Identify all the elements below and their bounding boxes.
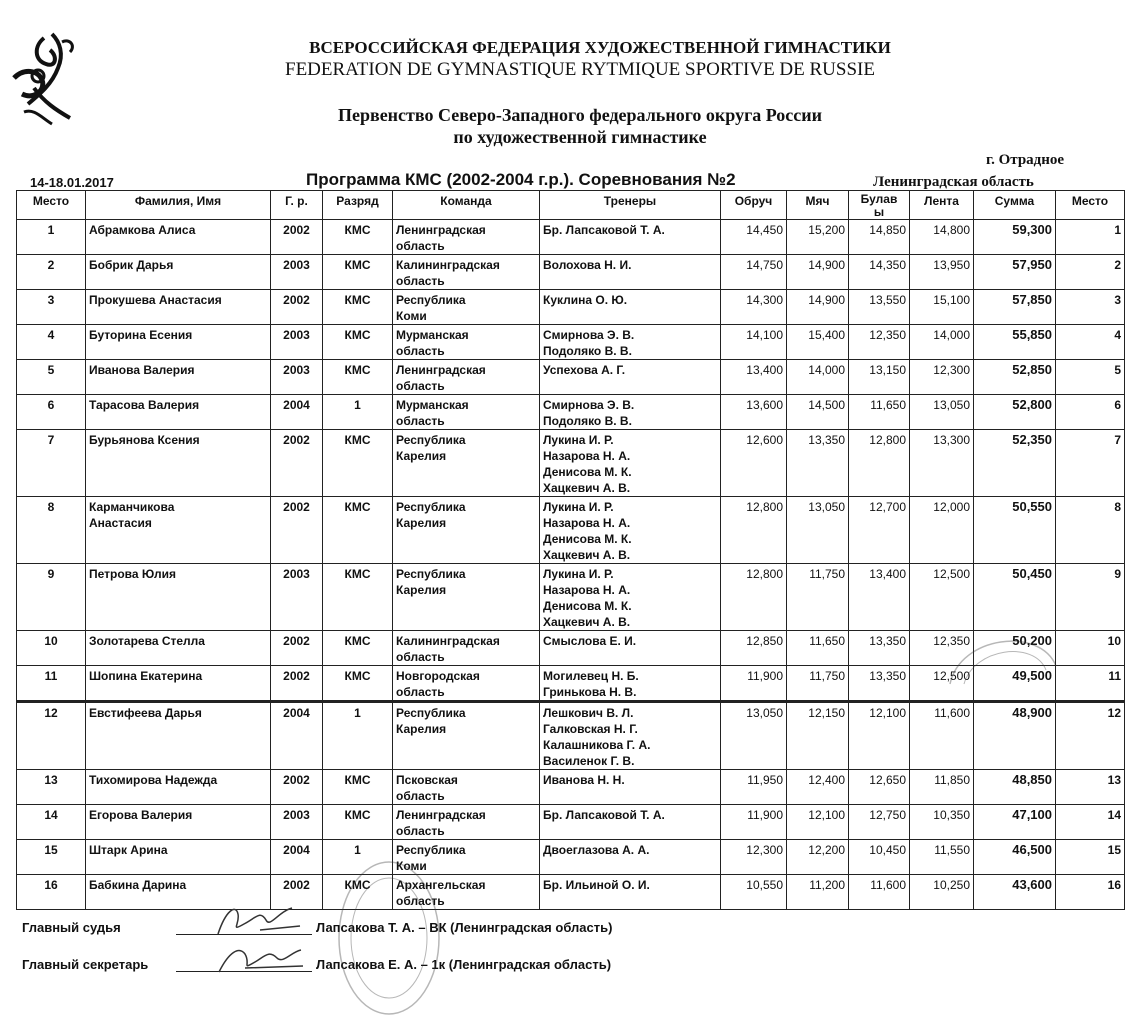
- name-cell: Штарк Арина: [86, 840, 271, 875]
- name-cell: Абрамкова Алиса: [86, 220, 271, 255]
- place-cell: 10: [17, 631, 86, 666]
- team-cell: Новгородская область: [393, 666, 540, 702]
- final-place-cell: 5: [1056, 360, 1125, 395]
- rank-cell: КМС: [323, 564, 393, 631]
- hoop-score-cell: 13,600: [721, 395, 787, 430]
- coaches-cell: Двоеглазова А. А.: [540, 840, 721, 875]
- competition-subtitle: по художественной гимнастике: [453, 127, 707, 147]
- table-row: [17, 290, 1125, 325]
- ball-score-cell: 11,650: [787, 631, 849, 666]
- table-row: [17, 770, 1125, 805]
- total-score-cell: 57,950: [974, 255, 1056, 290]
- name-cell: Евстифеева Дарья: [86, 702, 271, 770]
- team-cell: Ленинградская область: [393, 220, 540, 255]
- hoop-score-cell: 14,100: [721, 325, 787, 360]
- total-score-cell: 48,850: [974, 770, 1056, 805]
- final-place-cell: 13: [1056, 770, 1125, 805]
- final-place-cell: 7: [1056, 430, 1125, 497]
- federation-logo-icon: [4, 28, 80, 128]
- table-row: [17, 430, 1125, 497]
- clubs-score-cell: 11,650: [849, 395, 910, 430]
- place-cell: 4: [17, 325, 86, 360]
- place-cell: 9: [17, 564, 86, 631]
- clubs-score-cell: 12,350: [849, 325, 910, 360]
- ribbon-score-cell: 12,500: [910, 564, 974, 631]
- ribbon-score-cell: 10,350: [910, 805, 974, 840]
- name-cell: Карманчикова Анастасия: [86, 497, 271, 564]
- total-score-cell: 43,600: [974, 875, 1056, 910]
- rank-cell: КМС: [323, 220, 393, 255]
- table-row: [17, 564, 1125, 631]
- team-cell: Калининградская область: [393, 255, 540, 290]
- organization-stamp-icon: [334, 856, 444, 1021]
- final-place-cell: 11: [1056, 666, 1125, 702]
- final-place-cell: 2: [1056, 255, 1125, 290]
- final-place-cell: 10: [1056, 631, 1125, 666]
- hoop-score-cell: 12,600: [721, 430, 787, 497]
- col-header: Лента: [910, 191, 974, 220]
- total-score-cell: 57,850: [974, 290, 1056, 325]
- total-score-cell: 59,300: [974, 220, 1056, 255]
- table-row: [17, 497, 1125, 564]
- clubs-score-cell: 12,700: [849, 497, 910, 564]
- ball-score-cell: 14,900: [787, 290, 849, 325]
- rank-cell: 1: [323, 395, 393, 430]
- ball-score-cell: 11,750: [787, 666, 849, 702]
- rank-cell: КМС: [323, 770, 393, 805]
- place-cell: 14: [17, 805, 86, 840]
- ball-score-cell: 12,400: [787, 770, 849, 805]
- ball-score-cell: 14,000: [787, 360, 849, 395]
- rank-cell: КМС: [323, 875, 393, 910]
- clubs-score-cell: 11,600: [849, 875, 910, 910]
- table-row: [17, 220, 1125, 255]
- team-cell: Республика Коми: [393, 290, 540, 325]
- rank-cell: КМС: [323, 290, 393, 325]
- place-cell: 7: [17, 430, 86, 497]
- coaches-cell: Смыслова Е. И.: [540, 631, 721, 666]
- clubs-score-cell: 13,150: [849, 360, 910, 395]
- hoop-score-cell: 14,750: [721, 255, 787, 290]
- birth-year-cell: 2002: [271, 430, 323, 497]
- ribbon-score-cell: 12,300: [910, 360, 974, 395]
- hoop-score-cell: 13,400: [721, 360, 787, 395]
- table-row: [17, 840, 1125, 875]
- table-header-row: [17, 191, 1125, 220]
- rank-cell: КМС: [323, 325, 393, 360]
- total-score-cell: 52,350: [974, 430, 1056, 497]
- name-cell: Золотарева Стелла: [86, 631, 271, 666]
- hoop-score-cell: 12,850: [721, 631, 787, 666]
- ribbon-score-cell: 11,550: [910, 840, 974, 875]
- rank-cell: 1: [323, 702, 393, 770]
- coaches-cell: Куклина О. Ю.: [540, 290, 721, 325]
- total-score-cell: 52,800: [974, 395, 1056, 430]
- name-cell: Тихомирова Надежда: [86, 770, 271, 805]
- birth-year-cell: 2003: [271, 255, 323, 290]
- col-header: Место: [1056, 191, 1125, 220]
- final-place-cell: 4: [1056, 325, 1125, 360]
- total-score-cell: 50,550: [974, 497, 1056, 564]
- coaches-cell: Лукина И. Р. Назарова Н. А. Денисова М. К. Хацкевич А. В.: [540, 430, 721, 497]
- ribbon-score-cell: 10,250: [910, 875, 974, 910]
- hoop-score-cell: 14,300: [721, 290, 787, 325]
- federation-title-ru: ВСЕРОССИЙСКАЯ ФЕДЕРАЦИЯ ХУДОЖЕСТВЕННОЙ ГИМНАСТИКИ: [309, 38, 891, 57]
- judge-signature: [200, 900, 310, 940]
- ball-score-cell: 12,200: [787, 840, 849, 875]
- coaches-cell: Успехова А. Г.: [540, 360, 721, 395]
- coaches-cell: Лешкович В. Л. Галковская Н. Г. Калашникова Г. А. Василенок Г. В.: [540, 702, 721, 770]
- birth-year-cell: 2002: [271, 770, 323, 805]
- birth-year-cell: 2002: [271, 497, 323, 564]
- hoop-score-cell: 11,950: [721, 770, 787, 805]
- rank-cell: КМС: [323, 666, 393, 702]
- team-cell: Республика Карелия: [393, 430, 540, 497]
- name-cell: Бабкина Дарина: [86, 875, 271, 910]
- rank-cell: КМС: [323, 430, 393, 497]
- hoop-score-cell: 10,550: [721, 875, 787, 910]
- coaches-cell: Бр. Ильиной О. И.: [540, 875, 721, 910]
- table-row: [17, 395, 1125, 430]
- team-cell: Ленинградская область: [393, 360, 540, 395]
- total-score-cell: 50,450: [974, 564, 1056, 631]
- city: г. Отрадное: [986, 152, 1065, 168]
- place-cell: 5: [17, 360, 86, 395]
- rank-cell: КМС: [323, 805, 393, 840]
- rank-cell: КМС: [323, 631, 393, 666]
- coaches-cell: Бр. Лапсаковой Т. А.: [540, 220, 721, 255]
- team-cell: Калининградская область: [393, 631, 540, 666]
- birth-year-cell: 2002: [271, 631, 323, 666]
- name-cell: Егорова Валерия: [86, 805, 271, 840]
- ribbon-score-cell: 12,350: [910, 631, 974, 666]
- name-cell: Тарасова Валерия: [86, 395, 271, 430]
- clubs-score-cell: 13,350: [849, 666, 910, 702]
- place-cell: 2: [17, 255, 86, 290]
- final-place-cell: 15: [1056, 840, 1125, 875]
- col-header: Обруч: [721, 191, 787, 220]
- rank-cell: 1: [323, 840, 393, 875]
- ribbon-score-cell: 12,500: [910, 666, 974, 702]
- ball-score-cell: 15,400: [787, 325, 849, 360]
- clubs-score-cell: 12,650: [849, 770, 910, 805]
- clubs-score-cell: 14,350: [849, 255, 910, 290]
- total-score-cell: 55,850: [974, 325, 1056, 360]
- name-cell: Иванова Валерия: [86, 360, 271, 395]
- hoop-score-cell: 13,050: [721, 702, 787, 770]
- team-cell: Мурманская область: [393, 395, 540, 430]
- hoop-score-cell: 12,800: [721, 564, 787, 631]
- total-score-cell: 50,200: [974, 631, 1056, 666]
- ribbon-score-cell: 14,000: [910, 325, 974, 360]
- competition-title: Первенство Северо-Западного федерального округа России: [337, 105, 823, 125]
- results-table: [16, 190, 1125, 910]
- team-cell: Псковская область: [393, 770, 540, 805]
- team-cell: Архангельская область: [393, 875, 540, 910]
- coaches-cell: Лукина И. Р. Назарова Н. А. Денисова М. К. Хацкевич А. В.: [540, 497, 721, 564]
- final-place-cell: 9: [1056, 564, 1125, 631]
- final-place-cell: 14: [1056, 805, 1125, 840]
- name-cell: Бурьянова Ксения: [86, 430, 271, 497]
- col-header: Мяч: [787, 191, 849, 220]
- coaches-cell: Смирнова Э. В. Подоляко В. В.: [540, 325, 721, 360]
- team-cell: Ленинградская область: [393, 805, 540, 840]
- table-row: [17, 255, 1125, 290]
- rank-cell: КМС: [323, 360, 393, 395]
- ball-score-cell: 13,350: [787, 430, 849, 497]
- birth-year-cell: 2002: [271, 875, 323, 910]
- place-cell: 6: [17, 395, 86, 430]
- place-cell: 3: [17, 290, 86, 325]
- rank-cell: КМС: [323, 497, 393, 564]
- coaches-cell: Могилевец Н. Б. Гринькова Н. В.: [540, 666, 721, 702]
- clubs-score-cell: 13,550: [849, 290, 910, 325]
- ball-score-cell: 13,050: [787, 497, 849, 564]
- team-cell: Республика Карелия: [393, 564, 540, 631]
- table-row: [17, 875, 1125, 910]
- coaches-cell: Смирнова Э. В. Подоляко В. В.: [540, 395, 721, 430]
- birth-year-cell: 2003: [271, 805, 323, 840]
- ribbon-score-cell: 11,850: [910, 770, 974, 805]
- clubs-score-cell: 12,800: [849, 430, 910, 497]
- clubs-score-cell: 14,850: [849, 220, 910, 255]
- ribbon-score-cell: 14,800: [910, 220, 974, 255]
- name-cell: Петрова Юлия: [86, 564, 271, 631]
- place-cell: 1: [17, 220, 86, 255]
- table-row: [17, 702, 1125, 770]
- ribbon-score-cell: 13,950: [910, 255, 974, 290]
- total-score-cell: 46,500: [974, 840, 1056, 875]
- ball-score-cell: 14,900: [787, 255, 849, 290]
- col-header: Тренеры: [540, 191, 721, 220]
- organization-stamp-icon: [940, 626, 1060, 686]
- place-cell: 15: [17, 840, 86, 875]
- place-cell: 13: [17, 770, 86, 805]
- birth-year-cell: 2002: [271, 290, 323, 325]
- table-row: [17, 360, 1125, 395]
- col-header: Сумма: [974, 191, 1056, 220]
- hoop-score-cell: 11,900: [721, 666, 787, 702]
- chief-secretary-label: Главный секретарь: [22, 957, 149, 972]
- federation-title-fr: FEDERATION DE GYMNASTIQUE RYTMIQUE SPORTIVE DE RUSSIE: [285, 59, 875, 80]
- ribbon-score-cell: 13,050: [910, 395, 974, 430]
- name-cell: Буторина Есения: [86, 325, 271, 360]
- coaches-cell: Лукина И. Р. Назарова Н. А. Денисова М. К. Хацкевич А. В.: [540, 564, 721, 631]
- clubs-score-cell: 12,100: [849, 702, 910, 770]
- secretary-signature: [205, 938, 315, 978]
- coaches-cell: Иванова Н. Н.: [540, 770, 721, 805]
- chief-judge-label: Главный судья: [22, 920, 121, 935]
- birth-year-cell: 2003: [271, 564, 323, 631]
- total-score-cell: 52,850: [974, 360, 1056, 395]
- clubs-score-cell: 13,400: [849, 564, 910, 631]
- col-header: Команда: [393, 191, 540, 220]
- table-row: [17, 805, 1125, 840]
- hoop-score-cell: 11,900: [721, 805, 787, 840]
- hoop-score-cell: 14,450: [721, 220, 787, 255]
- table-row: [17, 325, 1125, 360]
- place-cell: 11: [17, 666, 86, 702]
- rank-cell: КМС: [323, 255, 393, 290]
- ribbon-score-cell: 13,300: [910, 430, 974, 497]
- final-place-cell: 16: [1056, 875, 1125, 910]
- team-cell: Республика Коми: [393, 840, 540, 875]
- team-cell: Мурманская область: [393, 325, 540, 360]
- birth-year-cell: 2002: [271, 220, 323, 255]
- total-score-cell: 49,500: [974, 666, 1056, 702]
- final-place-cell: 1: [1056, 220, 1125, 255]
- birth-year-cell: 2004: [271, 840, 323, 875]
- place-cell: 16: [17, 875, 86, 910]
- ball-score-cell: 15,200: [787, 220, 849, 255]
- final-place-cell: 12: [1056, 702, 1125, 770]
- clubs-score-cell: 13,350: [849, 631, 910, 666]
- ball-score-cell: 14,500: [787, 395, 849, 430]
- team-cell: Республика Карелия: [393, 497, 540, 564]
- place-cell: 8: [17, 497, 86, 564]
- hoop-score-cell: 12,800: [721, 497, 787, 564]
- col-header: Разряд: [323, 191, 393, 220]
- ribbon-score-cell: 11,600: [910, 702, 974, 770]
- birth-year-cell: 2003: [271, 360, 323, 395]
- ball-score-cell: 11,750: [787, 564, 849, 631]
- coaches-cell: Бр. Лапсаковой Т. А.: [540, 805, 721, 840]
- ball-score-cell: 12,150: [787, 702, 849, 770]
- total-score-cell: 47,100: [974, 805, 1056, 840]
- col-header: Булав ы: [849, 191, 910, 220]
- ball-score-cell: 11,200: [787, 875, 849, 910]
- final-place-cell: 3: [1056, 290, 1125, 325]
- hoop-score-cell: 12,300: [721, 840, 787, 875]
- name-cell: Шопина Екатерина: [86, 666, 271, 702]
- birth-year-cell: 2002: [271, 666, 323, 702]
- chief-judge-name: Лапсакова Т. А. – ВК (Ленинградская область): [316, 920, 613, 935]
- col-header: Г. р.: [271, 191, 323, 220]
- final-place-cell: 6: [1056, 395, 1125, 430]
- place-cell: 12: [17, 702, 86, 770]
- program-title: Программа КМС (2002-2004 г.р.). Соревнования №2: [306, 170, 736, 189]
- region: Ленинградская область: [873, 174, 1034, 190]
- birth-year-cell: 2003: [271, 325, 323, 360]
- dates: 14-18.01.2017: [30, 175, 114, 190]
- clubs-score-cell: 10,450: [849, 840, 910, 875]
- chief-secretary-name: Лапсакова Е. А. – 1к (Ленинградская область): [316, 957, 612, 972]
- coaches-cell: Волохова Н. И.: [540, 255, 721, 290]
- clubs-score-cell: 12,750: [849, 805, 910, 840]
- ribbon-score-cell: 12,000: [910, 497, 974, 564]
- birth-year-cell: 2004: [271, 702, 323, 770]
- birth-year-cell: 2004: [271, 395, 323, 430]
- ribbon-score-cell: 15,100: [910, 290, 974, 325]
- name-cell: Бобрик Дарья: [86, 255, 271, 290]
- final-place-cell: 8: [1056, 497, 1125, 564]
- ball-score-cell: 12,100: [787, 805, 849, 840]
- col-header: Место: [17, 191, 86, 220]
- name-cell: Прокушева Анастасия: [86, 290, 271, 325]
- total-score-cell: 48,900: [974, 702, 1056, 770]
- col-header: Фамилия, Имя: [86, 191, 271, 220]
- team-cell: Республика Карелия: [393, 702, 540, 770]
